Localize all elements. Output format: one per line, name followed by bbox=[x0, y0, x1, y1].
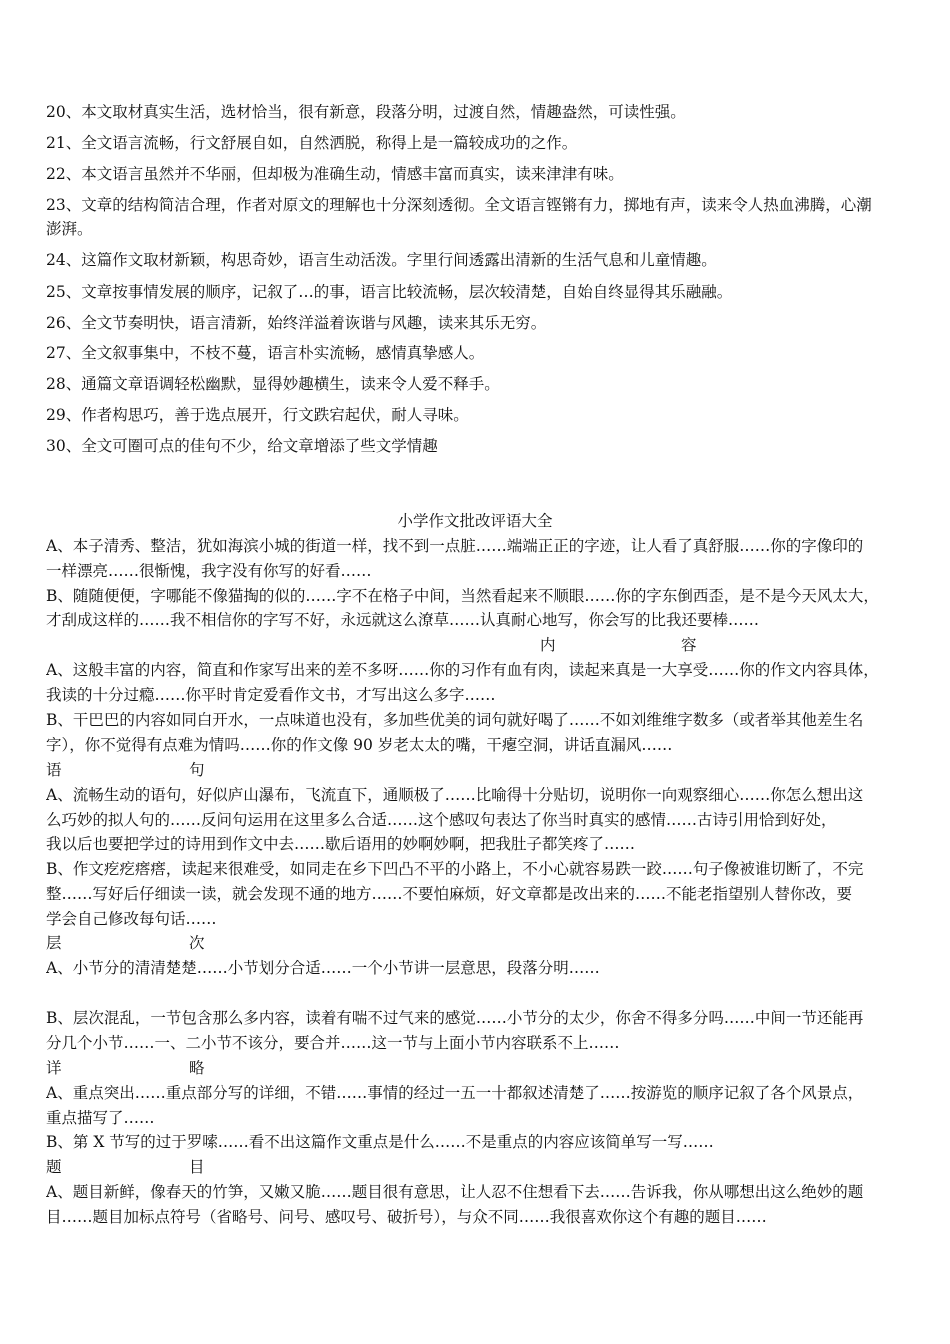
comment-21: 21、全文语言流畅，行文舒展自如，自然洒脱，称得上是一篇较成功的之作。 bbox=[46, 134, 578, 152]
comment-23: 23、文章的结构简洁合理，作者对原文的理解也十分深刻透彻。全文语言铿锵有力，掷地有声，读来令人热血沸腾，心潮 bbox=[46, 196, 872, 214]
content-line: A、这般丰富的内容，简直和作家写出来的差不多呀……你的习作有血有肉，读起来真是一大享受……你的作文内容具体， bbox=[46, 661, 879, 679]
sentence-line: A、流畅生动的语句，好似庐山瀑布，飞流直下，通顺极了……比喻得十分贴切，说明你一向观察细心……你怎么想出这 bbox=[46, 786, 864, 804]
writing-line: 才刮成这样的……我不相信你的字写不好，永远就这么潦草……认真耐心地写，你会写的比我还要棒…… bbox=[46, 611, 760, 629]
heading-sentence-char2: 句 bbox=[189, 761, 205, 779]
comment-20: 20、本文取材真实生活，选材恰当，很有新意，段落分明，过渡自然，情趣盎然，可读性强。 bbox=[46, 103, 686, 121]
detail-line: A、重点突出……重点部分写的详细，不错……事情的经过一五一十都叙述清楚了……按游览的顺序记叙了各个风景点， bbox=[46, 1084, 864, 1102]
heading-detail-char2: 略 bbox=[189, 1059, 205, 1077]
writing-line: A、本子清秀、整洁，犹如海滨小城的街道一样，找不到一点脏……端端正正的字迹，让人看了真舒服……你的字像印的 bbox=[46, 537, 864, 555]
topic-line: A、题目新鲜，像春天的竹笋，又嫩又脆……题目很有意思，让人忍不住想看下去……告诉我，你从哪想出这么绝妙的题 bbox=[46, 1183, 864, 1201]
writing-line: 一样漂亮……很惭愧，我字没有你写的好看…… bbox=[46, 562, 372, 580]
comment-22: 22、本文语言虽然并不华丽，但却极为准确生动，情感丰富而真实，读来津津有味。 bbox=[46, 165, 624, 183]
structure-line: A、小节分的清清楚楚……小节划分合适……一个小节讲一层意思，段落分明…… bbox=[46, 959, 600, 977]
heading-sentence-char1: 语 bbox=[46, 761, 62, 779]
comment-29: 29、作者构思巧，善于选点展开，行文跌宕起伏，耐人寻味。 bbox=[46, 406, 469, 424]
writing-line: B、随随便便，字哪能不像猫掏的似的……字不在格子中间，当然看起来不顺眼……你的字东倒西歪，是不是今天风太大， bbox=[46, 587, 879, 605]
heading-content-char2: 容 bbox=[681, 636, 697, 654]
comment-30: 30、全文可圈可点的佳句不少，给文章增添了些文学情趣 bbox=[46, 437, 438, 455]
sentence-line: B、作文疙疙瘩瘩，读起来很难受，如同走在乡下凹凸不平的小路上，不小心就容易跌一跤……句子像被谁切断了，不完 bbox=[46, 860, 864, 878]
heading-detail-char1: 详 bbox=[46, 1059, 62, 1077]
topic-line: 目……题目加标点符号（省略号、问号、感叹号、破折号），与众不同……我很喜欢你这个有趣的题目…… bbox=[46, 1208, 767, 1226]
content-line: 字），你不觉得有点难为情吗……你的作文像 90 岁老太太的嘴，干瘪空洞，讲话直漏风…… bbox=[46, 736, 673, 754]
sentence-line: 我以后也要把学过的诗用到作文中去……歇后语用的妙啊妙啊，把我肚子都笑疼了…… bbox=[46, 835, 636, 853]
structure-line: 分几个小节……一、二小节不该分，要合并……这一节与上面小节内容联系不上…… bbox=[46, 1034, 620, 1052]
sentence-line: 整……写好后仔细读一读，就会发现不通的地方……不要怕麻烦，好文章都是改出来的……不能老指望别人替你改，要 bbox=[46, 885, 853, 903]
detail-line: 重点描写了…… bbox=[46, 1109, 155, 1127]
structure-line: B、层次混乱，一节包含那么多内容，读着有喘不过气来的感觉……小节分的太少，你舍不得多分吗……中间一节还能再 bbox=[46, 1009, 864, 1027]
heading-topic-char2: 目 bbox=[189, 1158, 205, 1176]
comment-25: 25、文章按事情发展的顺序，记叙了…的事，语言比较流畅，层次较清楚，自始自终显得其乐融融。 bbox=[46, 283, 733, 301]
content-line: 我读的十分过瘾……你平时肯定爱看作文书，才写出这么多字…… bbox=[46, 686, 496, 704]
comment-27: 27、全文叙事集中，不枝不蔓，语言朴实流畅，感情真挚感人。 bbox=[46, 344, 485, 362]
comment-28: 28、通篇文章语调轻松幽默，显得妙趣横生，读来令人爱不释手。 bbox=[46, 375, 500, 393]
heading-topic-char1: 题 bbox=[46, 1158, 62, 1176]
sentence-line: 学会自己修改每句话…… bbox=[46, 910, 217, 928]
comment-23-cont: 澎湃。 bbox=[46, 220, 93, 238]
content-line: B、干巴巴的内容如同白开水，一点味道也没有，多加些优美的词句就好喝了……不如刘维维字数多（或者举其他差生名 bbox=[46, 711, 864, 729]
heading-structure-char2: 次 bbox=[189, 934, 205, 952]
heading-structure-char1: 层 bbox=[46, 934, 62, 952]
sentence-line: 么巧妙的拟人句的……反问句运用在这里多么合适……这个感叹句表达了你当时真实的感情……古诗引用恰到好处， bbox=[46, 811, 837, 829]
comment-24: 24、这篇作文取材新颖，构思奇妙，语言生动活泼。字里行间透露出清新的生活气息和儿童情趣。 bbox=[46, 251, 717, 269]
comment-26: 26、全文节奏明快，语言清新，始终洋溢着诙谐与风趣，读来其乐无穷。 bbox=[46, 314, 547, 332]
detail-line: B、第 X 节写的过于罗嗦……看不出这篇作文重点是什么……不是重点的内容应该简单写一写…… bbox=[46, 1133, 714, 1151]
heading-content-char1: 内 bbox=[540, 636, 556, 654]
section-title: 小学作文批改评语大全 bbox=[397, 512, 553, 530]
